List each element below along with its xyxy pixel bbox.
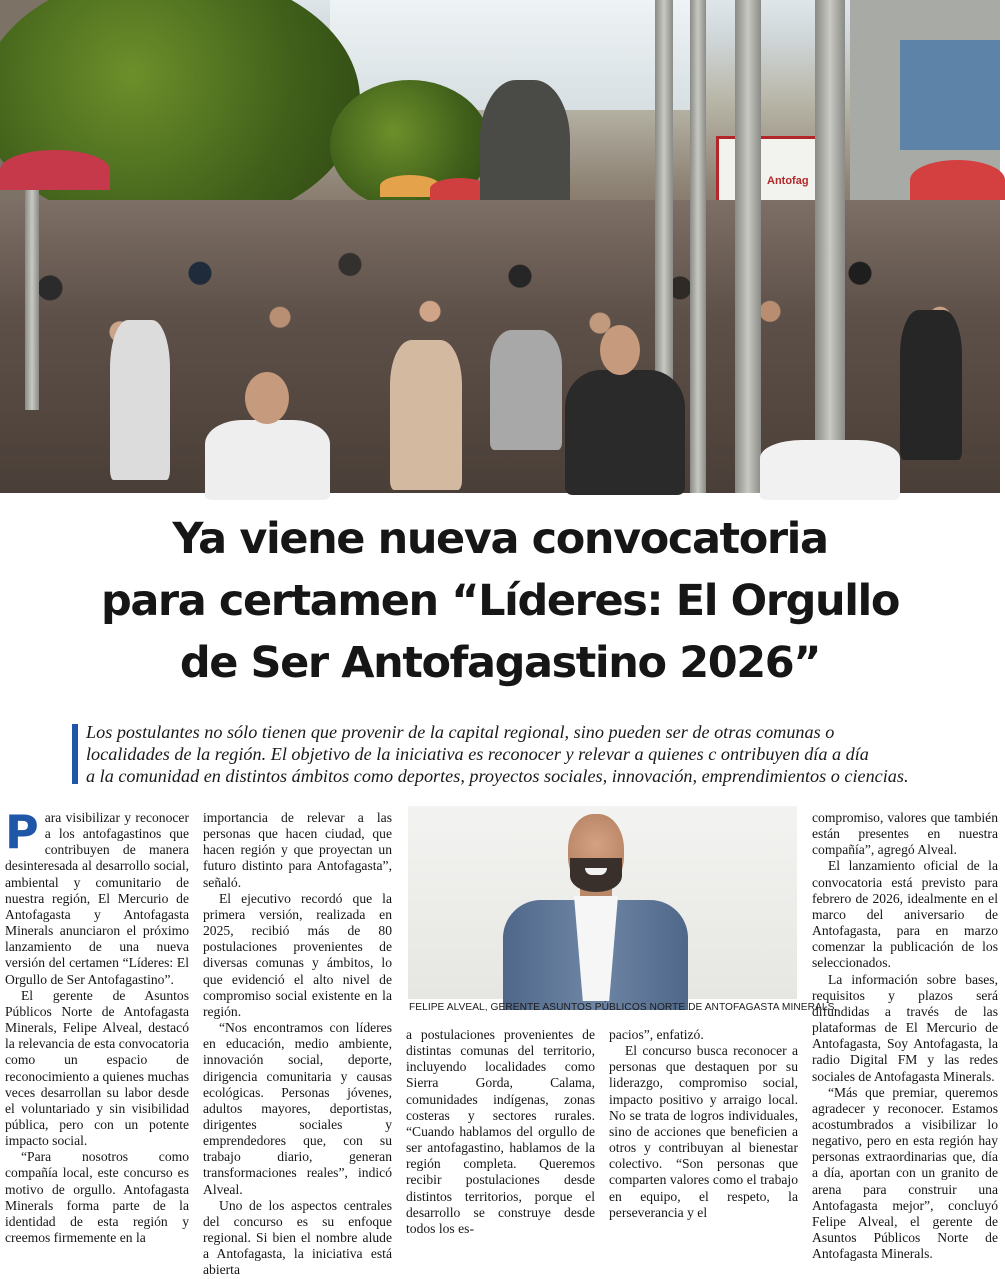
hero-person-white-right: [760, 440, 900, 500]
hero-person-backpack: [390, 340, 462, 490]
headline-line-1: Ya viene nueva convocatoria: [172, 514, 828, 564]
headline-line-3: de Ser Antofagastino 2026”: [179, 638, 821, 688]
hero-light-pole-4: [815, 0, 845, 493]
paragraph-intro: [5, 805, 189, 988]
paragraph: Uno de los aspectos centrales del concurso es su enfoque regional. Si bien el nombre alude a Antofagasta, la iniciativa está abierta: [203, 1197, 392, 1278]
deck-line-1: Los postulantes no sólo tienen que provenir de la capital regional, sino pueden ser de otras comunas o: [86, 722, 835, 742]
paragraph: El lanzamiento oficial de la convocatoria está previsto para febrero de 2026, idealmente en el marco del aniversario de Antofagasta, para en marzo comenzar la publicación de los seleccionados.: [812, 858, 998, 971]
hero-tree-left: [0, 0, 360, 230]
paragraph: pacios”, enfatizó.: [609, 1027, 704, 1042]
body-column-1: [5, 805, 189, 1246]
hero-sign-text: Antofag: [767, 175, 809, 187]
body-column-2: [203, 810, 392, 1279]
article-deck: [86, 721, 956, 787]
photo-caption: FELIPE ALVEAL, GERENTE ASUNTOS PÚBLICOS NORTE DE ANTOFAGASTA MINERALS.: [409, 1002, 838, 1013]
portrait-beard: [570, 858, 622, 892]
paragraph: compromiso, valores que también están presentes en nuestra compañía”, agregó Alveal.: [812, 810, 998, 858]
hero-person-black-right: [900, 310, 962, 460]
paragraph-intro-text: ara visibilizar y reconocer a los antofagastinos que contribuyen de manera desinteresada al desarrollo social, ambiental y comunitario de nuestra región, El Mercurio de Antofagasta y Antofagasta Minerals anunciaron el próximo lanzamiento de una nueva versión del certamen “Líderes: El Orgullo de Ser Antofagastino”.: [5, 810, 189, 987]
paragraph: importancia de relevar a las personas que hacen ciudad, que hacen región y que proyectan un futuro distinto para Antofagasta”, señaló.: [203, 810, 392, 890]
paragraph: a postulaciones provenientes de distintas comunas del territorio, incluyendo localidades como Sierra Gorda, Calama, comunidades indígenas, zonas costeras y sectores rurales. “Cuando hablamos del orgullo de ser antofagastino, hablamos de la región completa. Queremos recibir postulaciones desde distintos territorios, porque el desarrollo se construye desde todos los es-: [406, 1027, 595, 1236]
deck-line-3: a la comunidad en distintos ámbitos como deportes, proyectos sociales, innovación, emprendimientos o ciencias.: [86, 766, 909, 786]
hero-person-head-center: [600, 325, 640, 375]
hero-person-foreground-left: [205, 420, 330, 500]
paragraph: “Para nosotros como compañía local, este concurso es motivo de orgullo. Antofagasta Minerals forma parte de la identidad de esta región y creemos firmemente en la: [5, 1149, 189, 1246]
hero-building-right-blue: [900, 40, 1000, 150]
body-column-3: [406, 1027, 595, 1237]
deck-accent-bar: [72, 724, 78, 784]
hero-light-pole-3: [735, 0, 761, 493]
paragraph: El concurso busca reconocer a personas que destaquen por su liderazgo, compromiso social, impacto positivo y arraigo local. No se trata de logros individuales, sino de acciones que beneficien a otros y contribuyan al bienestar colectivo. “Son personas que comparten valores como el trabajo en equipo, el respeto, la perseverancia y el: [609, 1043, 798, 1220]
hero-umbrella-red-right: [910, 160, 1005, 200]
hero-person-grey: [490, 330, 562, 450]
hero-photo-crowded-street: [0, 0, 1000, 493]
paragraph: “Nos encontramos con líderes en educación, medio ambiente, innovación social, deporte, dirigencia comunitaria y causas ecológicas. Personas jóvenes, adultos mayores, deportistas, dirigentes sociales y emprendedores que, con su trabajo diario, generan transformaciones reales”, indicó Alveal.: [203, 1020, 392, 1197]
paragraph: El ejecutivo recordó que la primera versión, realizada en 2025, recibió más de 80 postulaciones provenientes de diversas comunas y ámbitos, lo que evidenció el alto nivel de compromiso social existente en la región.: [203, 890, 392, 1019]
headline-line-2: para certamen “Líderes: El Orgullo: [100, 576, 900, 626]
hero-umbrella-red-left: [0, 150, 110, 190]
body-column-5: [812, 810, 998, 1262]
portrait-smile: [585, 868, 607, 875]
paragraph: “Más que premiar, queremos agradecer y reconocer. Estamos acostumbrados a visibilizar lo negativo, pero en esta región hay personas extraordinarias que, día a día, aportan con un granito de arena para construir una Antofagasta mejor”, concluyó Felipe Alveal, el gerente de Asuntos Públicos Norte de Antofagasta Minerals.: [812, 1084, 998, 1262]
hero-person-dark-shirt: [565, 370, 685, 495]
paragraph: El gerente de Asuntos Públicos Norte de Antofagasta Minerals, Felipe Alveal, destacó la relevancia de esta convocatoria como un espacio de reconocimiento a quienes muchas veces desarrollan su labor desde el voluntariado y sin visibilidad pública, pero con un potente impacto social.: [5, 987, 189, 1149]
deck-line-2: localidades de la región. El objetivo de la iniciativa es reconocer y relevar a quienes c ontribuyen día a día: [86, 744, 869, 764]
body-column-4: [609, 1027, 798, 1221]
hero-person-head-left: [245, 372, 289, 424]
drop-cap: P: [5, 805, 39, 859]
hero-street-sign: [716, 136, 820, 206]
article-headline: [40, 508, 960, 694]
hero-person-left-white: [110, 320, 170, 480]
hero-light-pole-5: [25, 190, 39, 410]
portrait-photo-felipe-alveal: [408, 806, 797, 999]
hero-light-pole-2: [690, 0, 706, 493]
paragraph: La información sobre bases, requisitos y plazos será difundidas a través de las plataformas de El Mercurio de Antofagasta, Soy Antofagasta, la radio Digital FM y las redes sociales de Antofagasta Minerals.: [812, 971, 998, 1084]
